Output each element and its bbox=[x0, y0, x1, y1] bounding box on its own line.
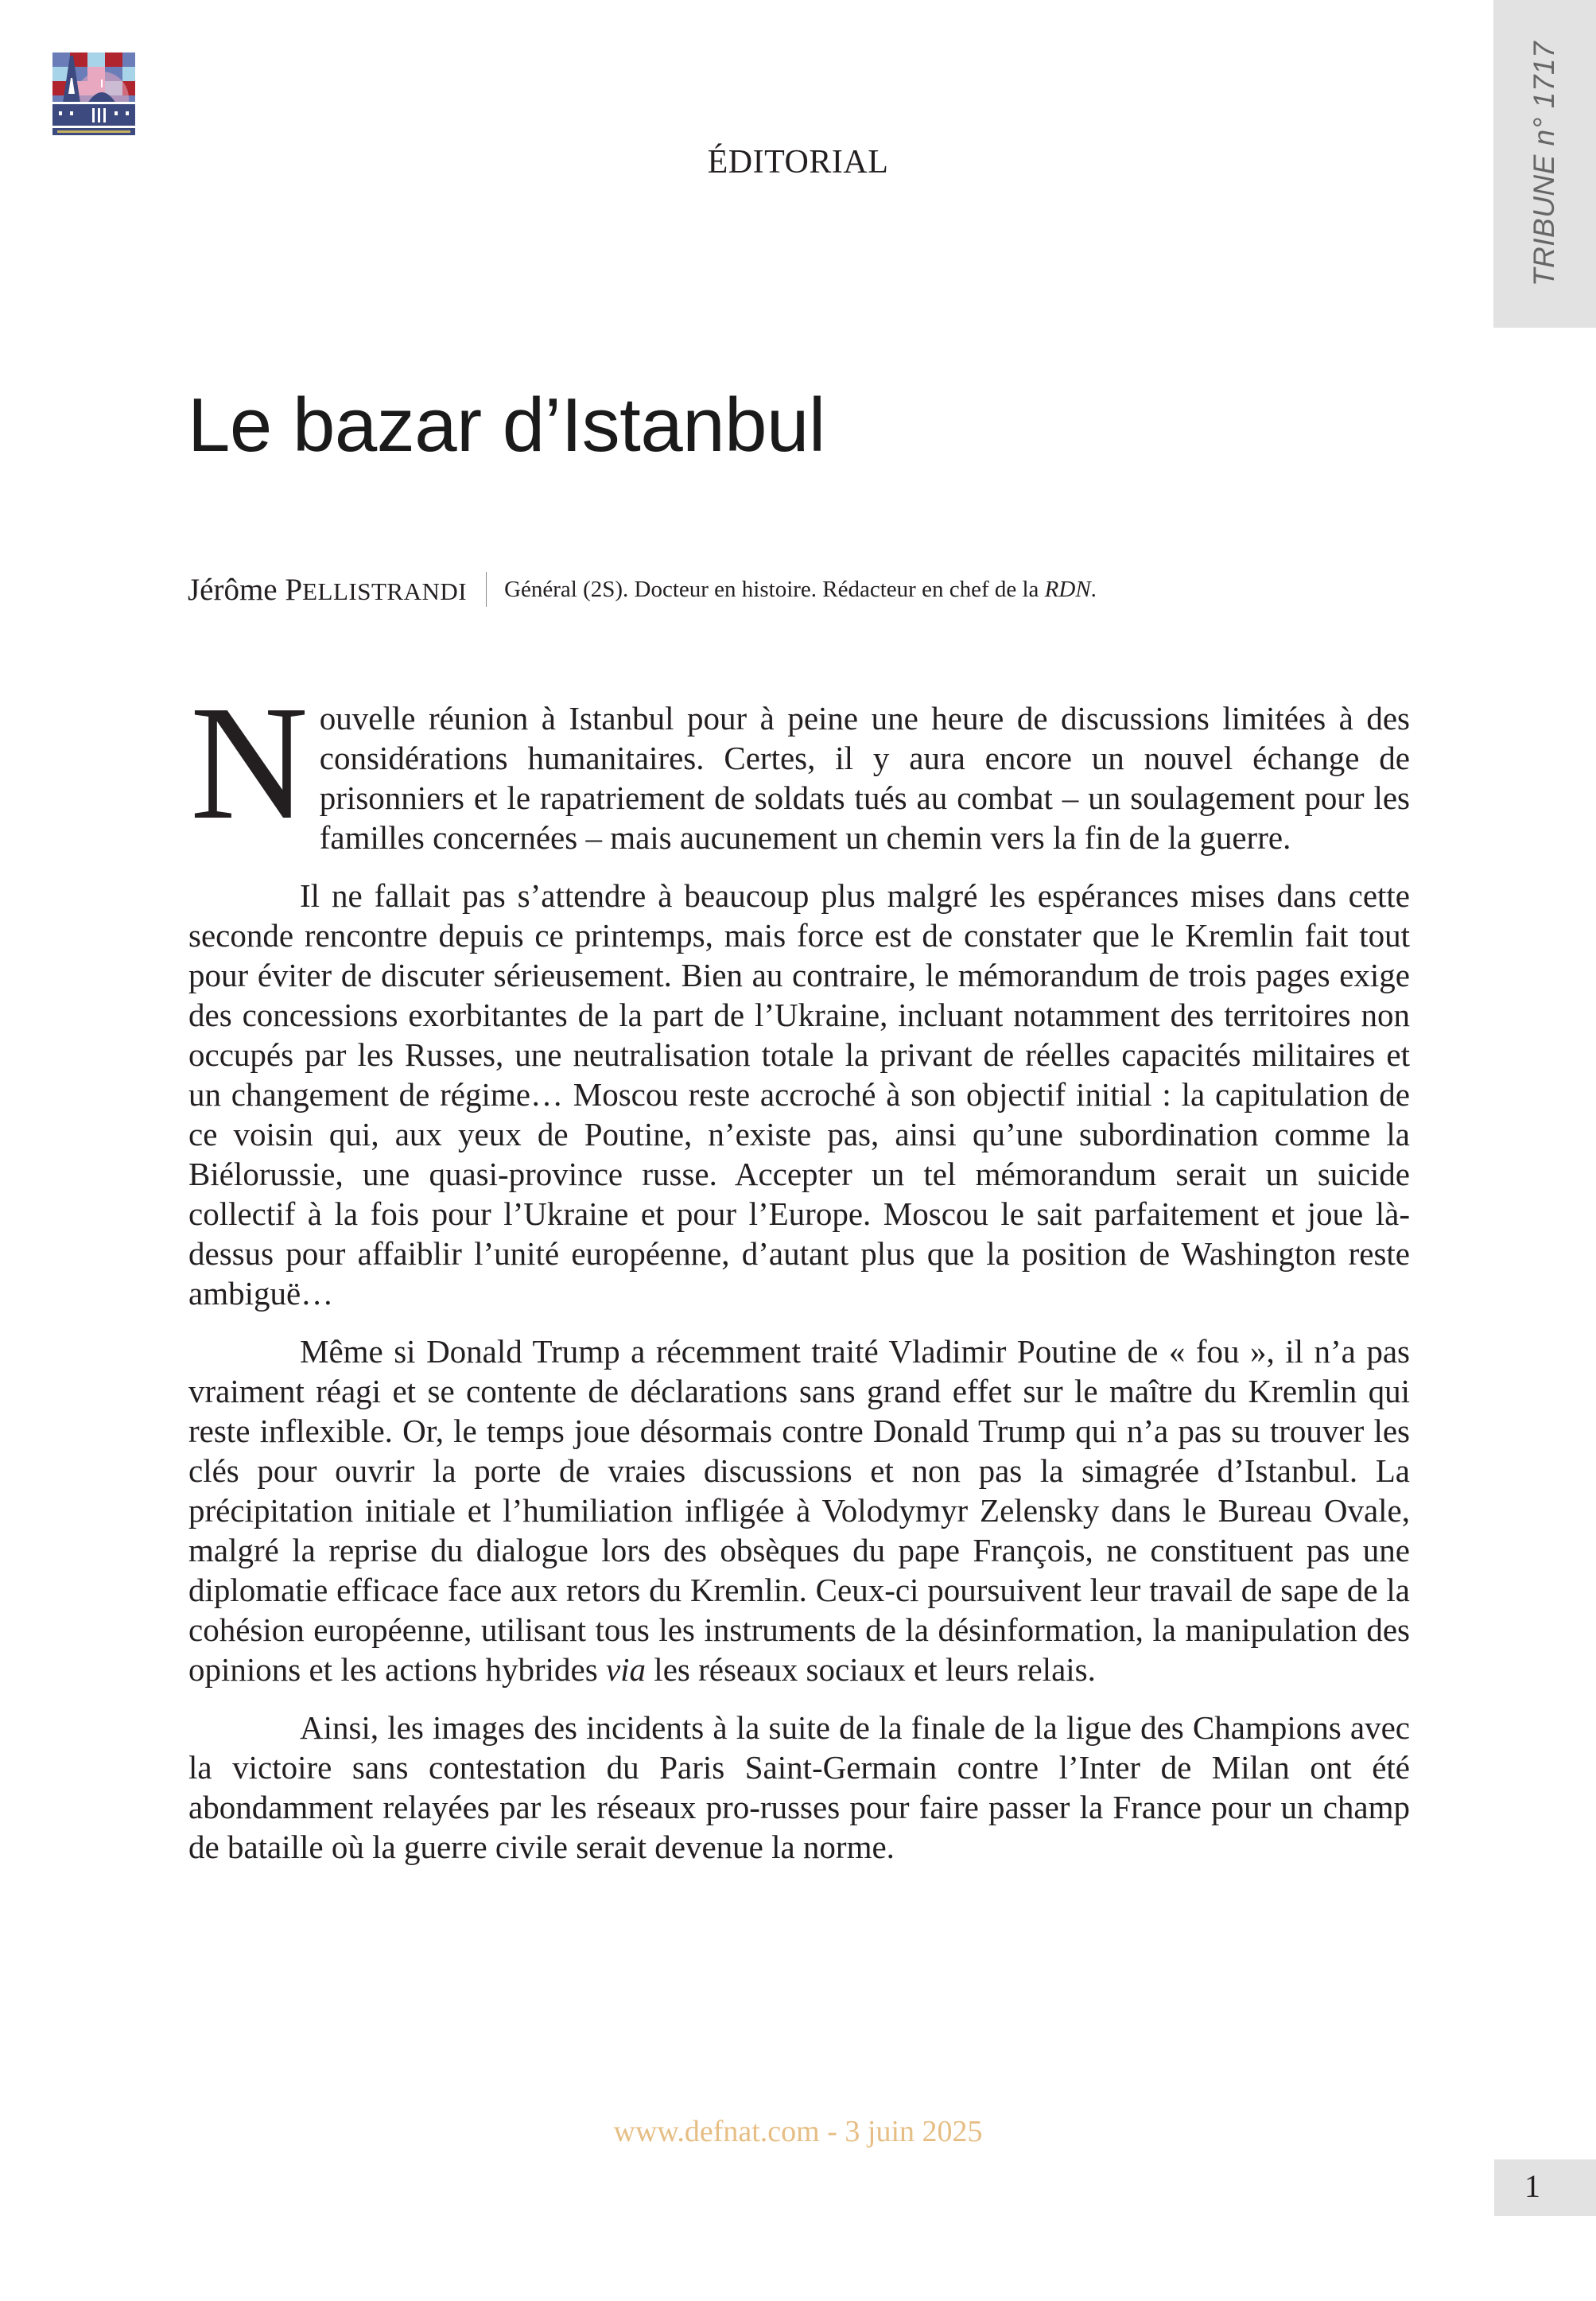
footer-source: www.defnat.com - 3 juin 2025 bbox=[613, 2115, 983, 2148]
paragraph-3 bbox=[188, 1331, 1410, 1689]
paragraph-text: Même si Donald Trump a récemment traité Vladimir Poutine de « fou », il n’a pas vraiment réagi et se contente de déclarations sans grand effet sur le maître du Kremlin qui reste inflexible. Or, le temps joue désormais contre Donald Trump qui n’a pas su trouver les clés pour ouvrir la porte de vraies discussions et non pas la simagrée d’Istanbul. La précipitation initiale et l’humiliation infligée à Volodymyr Zelensky dans le Bureau Ovale, malgré la reprise du dialogue lors des obsèques du pape François, ne constituent pas une diplomatie efficace face aux retors du Kremlin. Ceux-ci poursuivent leur travail de sape de la cohésion européenne, utilisant tous les instruments de la désinformation, la manipulation des opinions et les actions hybrides bbox=[188, 1333, 1410, 1688]
author-name bbox=[188, 572, 467, 608]
page-number-box bbox=[1494, 2159, 1596, 2216]
tribune-number-label: TRIBUNE n° 1717 bbox=[1528, 41, 1560, 287]
emphasis-text: via bbox=[605, 1651, 647, 1688]
credentials-publication: RDN bbox=[1044, 576, 1091, 602]
defnat-logo-icon bbox=[46, 46, 142, 140]
publisher-logo bbox=[46, 46, 142, 140]
article-title: Le bazar d’Istanbul bbox=[188, 383, 825, 468]
article-body bbox=[188, 671, 1410, 1885]
credentials-suffix: . bbox=[1090, 576, 1097, 602]
paragraph-text: ouvelle réunion à Istanbul pour à peine une heure de discussions limitées à des considérations humanitaires. Certes, il y aura encore un nouvel échange de prisonniers et le rapatriement de soldats tués au combat – un soulagement pour les familles concernées – mais aucunement un chemin vers la fin de la guerre. bbox=[319, 700, 1410, 856]
page-number: 1 bbox=[1524, 2168, 1540, 2204]
drop-cap: N bbox=[190, 671, 309, 853]
author-last-name-rest: ELLISTRANDI bbox=[302, 577, 468, 605]
credentials-text: Général (2S). Docteur en histoire. Rédacteur en chef de la bbox=[504, 576, 1045, 602]
byline-divider bbox=[486, 572, 487, 607]
paragraph-text: les réseaux sociaux et leurs relais. bbox=[646, 1651, 1096, 1688]
author-credentials bbox=[504, 577, 1097, 603]
paragraph-2: Il ne fallait pas s’attendre à beaucoup plus malgré les espérances mises dans cette seconde rencontre depuis ce printemps, mais force est de constater que le Kremlin fait tout pour éviter de discuter sérieusement. Bien au contraire, le mémorandum de trois pages exige des concessions exorbitantes de la part de l’Ukraine, incluant notamment des territoires non occupés par les Russes, une neutralisation totale la privant de réelles capacités militaires et un changement de régime… Moscou reste accroché à son objectif initial : la capitulation de ce voisin qui, aux yeux de Poutine, n’existe pas, ainsi qu’une subordination comme la Biélorussie, une quasi-province russe. Accepter un tel mémorandum serait un suicide collectif à la fois pour l’Ukraine et pour l’Europe. Moscou le sait parfaitement et joue là-dessus pour affaiblir l’unité européenne, d’autant plus que la position de Washington reste ambiguë… bbox=[188, 877, 1410, 1312]
author-last-name-initial: P bbox=[285, 572, 303, 607]
paragraph-1 bbox=[188, 671, 1410, 857]
section-label: ÉDITORIAL bbox=[707, 144, 889, 181]
paragraph-4: Ainsi, les images des incidents à la suite de la finale de la ligue des Champions avec la victoire sans contestation du Paris Saint-Germain contre l’Inter de Milan ont été abondamment relayées par les réseaux pro-russes pour faire passer la France pour un champ de bataille où la guerre civile serait devenue la norme. bbox=[188, 1709, 1410, 1865]
author-first-name: Jérôme bbox=[188, 572, 285, 607]
byline bbox=[188, 569, 1097, 609]
